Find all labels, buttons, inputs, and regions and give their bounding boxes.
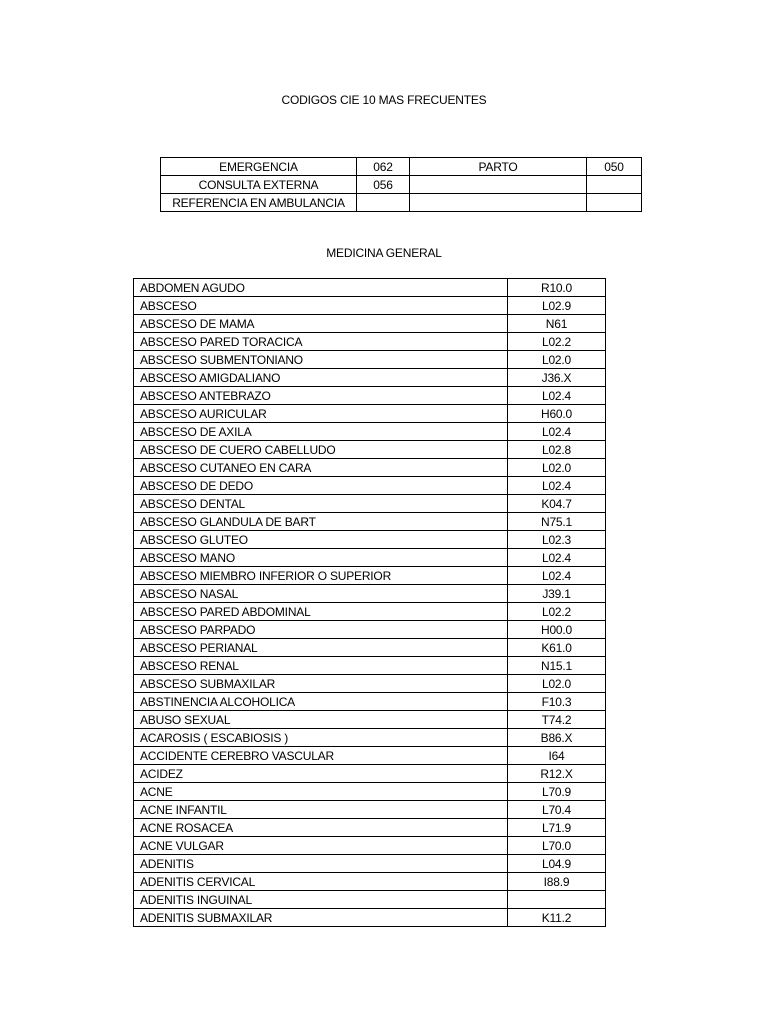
cie10-code: L04.9 bbox=[508, 855, 606, 873]
cie10-code: L02.2 bbox=[508, 603, 606, 621]
cie10-code: L02.3 bbox=[508, 531, 606, 549]
table-row bbox=[134, 837, 606, 855]
diagnosis-codes-table bbox=[133, 278, 606, 927]
cie10-code: L02.0 bbox=[508, 351, 606, 369]
table-row bbox=[134, 855, 606, 873]
table-row bbox=[134, 657, 606, 675]
table-row bbox=[134, 513, 606, 531]
attention-type-code bbox=[357, 194, 410, 212]
cie10-code: T74.2 bbox=[508, 711, 606, 729]
table-row bbox=[134, 603, 606, 621]
diagnosis-name: ABSCESO CUTANEO EN CARA bbox=[134, 459, 508, 477]
diagnosis-name: ABSCESO ANTEBRAZO bbox=[134, 387, 508, 405]
diagnosis-name: ABSCESO DE DEDO bbox=[134, 477, 508, 495]
table-row bbox=[134, 459, 606, 477]
attention-type-code bbox=[587, 194, 642, 212]
diagnosis-name: ABSCESO PARED TORACICA bbox=[134, 333, 508, 351]
table-row bbox=[134, 909, 606, 927]
diagnosis-name: ABSCESO DENTAL bbox=[134, 495, 508, 513]
table-row bbox=[134, 441, 606, 459]
diagnosis-name: ACCIDENTE CEREBRO VASCULAR bbox=[134, 747, 508, 765]
diagnosis-name: ABSCESO SUBMENTONIANO bbox=[134, 351, 508, 369]
attention-type-label: EMERGENCIA bbox=[161, 158, 357, 176]
table-row bbox=[134, 369, 606, 387]
table-row bbox=[134, 405, 606, 423]
attention-type-code: 062 bbox=[357, 158, 410, 176]
diagnosis-name: ABSCESO AMIGDALIANO bbox=[134, 369, 508, 387]
cie10-code: L02.8 bbox=[508, 441, 606, 459]
diagnosis-name: ABSCESO SUBMAXILAR bbox=[134, 675, 508, 693]
table-row bbox=[134, 711, 606, 729]
diagnosis-name: ACNE bbox=[134, 783, 508, 801]
diagnosis-name: ABSCESO GLANDULA DE BART bbox=[134, 513, 508, 531]
diagnosis-name: ABSCESO bbox=[134, 297, 508, 315]
diagnosis-name: ACNE VULGAR bbox=[134, 837, 508, 855]
cie10-code: K11.2 bbox=[508, 909, 606, 927]
cie10-code: L70.4 bbox=[508, 801, 606, 819]
table-row bbox=[134, 873, 606, 891]
cie10-code: H60.0 bbox=[508, 405, 606, 423]
diagnosis-name: ABSCESO DE AXILA bbox=[134, 423, 508, 441]
diagnosis-name: ABSCESO PERIANAL bbox=[134, 639, 508, 657]
diagnosis-name: ACIDEZ bbox=[134, 765, 508, 783]
section-title: MEDICINA GENERAL bbox=[326, 246, 442, 260]
table-row bbox=[134, 675, 606, 693]
cie10-code: J36.X bbox=[508, 369, 606, 387]
table-row bbox=[134, 621, 606, 639]
diagnosis-name: ACNE INFANTIL bbox=[134, 801, 508, 819]
attention-type-table-body bbox=[161, 158, 642, 212]
table-row bbox=[134, 315, 606, 333]
diagnosis-name: ABSCESO AURICULAR bbox=[134, 405, 508, 423]
diagnosis-name: ABSCESO DE MAMA bbox=[134, 315, 508, 333]
cie10-code: N15.1 bbox=[508, 657, 606, 675]
table-row bbox=[134, 639, 606, 657]
table-row bbox=[134, 585, 606, 603]
attention-type-row bbox=[161, 194, 642, 212]
table-row bbox=[134, 531, 606, 549]
table-row bbox=[134, 693, 606, 711]
table-row bbox=[134, 495, 606, 513]
table-row bbox=[134, 297, 606, 315]
cie10-code: L02.4 bbox=[508, 423, 606, 441]
cie10-code: R12.X bbox=[508, 765, 606, 783]
diagnosis-name: ABSCESO DE CUERO CABELLUDO bbox=[134, 441, 508, 459]
table-row bbox=[134, 423, 606, 441]
table-row bbox=[134, 747, 606, 765]
attention-type-code: 050 bbox=[587, 158, 642, 176]
attention-type-row bbox=[161, 158, 642, 176]
diagnosis-name: ABSCESO PARED ABDOMINAL bbox=[134, 603, 508, 621]
cie10-code: L70.9 bbox=[508, 783, 606, 801]
diagnosis-name: ABSCESO MIEMBRO INFERIOR O SUPERIOR bbox=[134, 567, 508, 585]
cie10-code: K04.7 bbox=[508, 495, 606, 513]
cie10-code: B86.X bbox=[508, 729, 606, 747]
diagnosis-name: ABSCESO GLUTEO bbox=[134, 531, 508, 549]
cie10-code: L02.4 bbox=[508, 387, 606, 405]
diagnosis-name: ABSCESO NASAL bbox=[134, 585, 508, 603]
table-row bbox=[134, 891, 606, 909]
cie10-code: L02.0 bbox=[508, 459, 606, 477]
attention-type-label bbox=[410, 176, 587, 194]
attention-type-label: CONSULTA EXTERNA bbox=[161, 176, 357, 194]
attention-type-code bbox=[587, 176, 642, 194]
document-title: CODIGOS CIE 10 MAS FRECUENTES bbox=[281, 93, 487, 107]
table-row bbox=[134, 783, 606, 801]
diagnosis-name: ABSCESO MANO bbox=[134, 549, 508, 567]
table-row bbox=[134, 801, 606, 819]
cie10-code: J39.1 bbox=[508, 585, 606, 603]
table-row bbox=[134, 279, 606, 297]
table-row bbox=[134, 567, 606, 585]
attention-type-label: PARTO bbox=[410, 158, 587, 176]
table-row bbox=[134, 477, 606, 495]
cie10-code bbox=[508, 891, 606, 909]
cie10-code: F10.3 bbox=[508, 693, 606, 711]
cie10-code: L02.4 bbox=[508, 477, 606, 495]
cie10-code: K61.0 bbox=[508, 639, 606, 657]
cie10-code: R10.0 bbox=[508, 279, 606, 297]
cie10-code: L71.9 bbox=[508, 819, 606, 837]
diagnosis-name: ADENITIS bbox=[134, 855, 508, 873]
cie10-code: L70.0 bbox=[508, 837, 606, 855]
table-row bbox=[134, 549, 606, 567]
table-row bbox=[134, 729, 606, 747]
attention-type-code: 056 bbox=[357, 176, 410, 194]
diagnosis-name: ADENITIS CERVICAL bbox=[134, 873, 508, 891]
table-row bbox=[134, 351, 606, 369]
cie10-code: N61 bbox=[508, 315, 606, 333]
diagnosis-name: ABSTINENCIA ALCOHOLICA bbox=[134, 693, 508, 711]
cie10-code: L02.4 bbox=[508, 549, 606, 567]
diagnosis-name: ABSCESO PARPADO bbox=[134, 621, 508, 639]
table-row bbox=[134, 333, 606, 351]
cie10-code: I88.9 bbox=[508, 873, 606, 891]
diagnosis-name: ABDOMEN AGUDO bbox=[134, 279, 508, 297]
diagnosis-codes-table-body bbox=[134, 279, 606, 927]
diagnosis-name: ADENITIS SUBMAXILAR bbox=[134, 909, 508, 927]
diagnosis-name: ABUSO SEXUAL bbox=[134, 711, 508, 729]
attention-type-label bbox=[410, 194, 587, 212]
diagnosis-name: ACAROSIS ( ESCABIOSIS ) bbox=[134, 729, 508, 747]
attention-type-table bbox=[160, 157, 642, 212]
diagnosis-name: ADENITIS INGUINAL bbox=[134, 891, 508, 909]
diagnosis-name: ABSCESO RENAL bbox=[134, 657, 508, 675]
attention-type-row bbox=[161, 176, 642, 194]
cie10-code: L02.2 bbox=[508, 333, 606, 351]
table-row bbox=[134, 387, 606, 405]
diagnosis-name: ACNE ROSACEA bbox=[134, 819, 508, 837]
cie10-code: L02.0 bbox=[508, 675, 606, 693]
attention-type-label: REFERENCIA EN AMBULANCIA bbox=[161, 194, 357, 212]
cie10-code: I64 bbox=[508, 747, 606, 765]
table-row bbox=[134, 819, 606, 837]
cie10-code: N75.1 bbox=[508, 513, 606, 531]
table-row bbox=[134, 765, 606, 783]
cie10-code: H00.0 bbox=[508, 621, 606, 639]
cie10-code: L02.4 bbox=[508, 567, 606, 585]
cie10-code: L02.9 bbox=[508, 297, 606, 315]
